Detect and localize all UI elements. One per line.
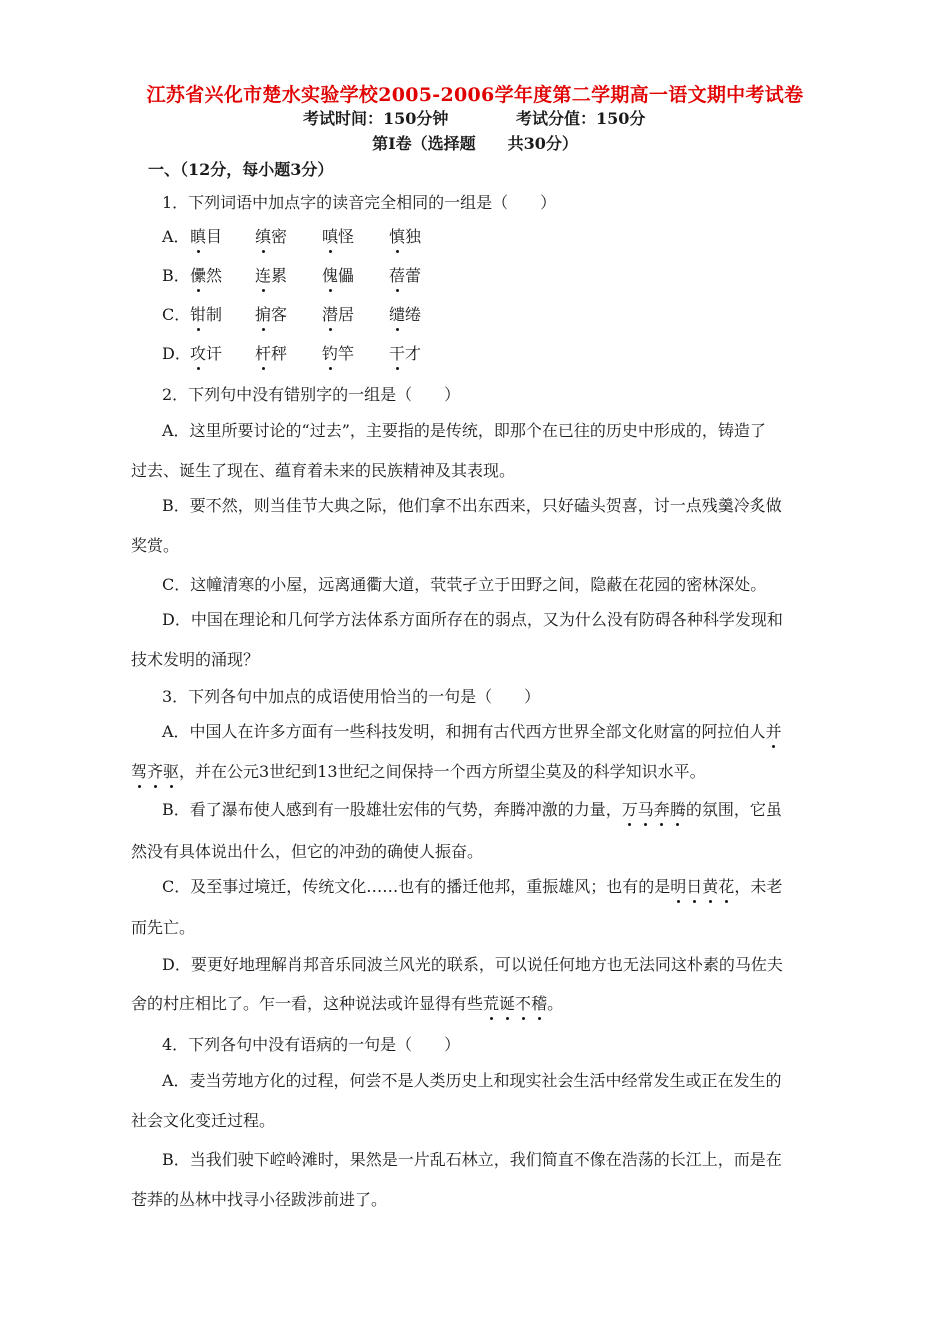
q4-option-a-line1: A．麦当劳地方化的过程，何尝不是人类历史上和现实社会生活中经常发生或正在发生的	[162, 1071, 782, 1090]
q3-option-b-line1	[162, 800, 782, 820]
q3-c-text: C．及至事过境迁，传统文化……也有的播迁他邦，重振雄风；也有的是	[162, 877, 671, 896]
dotted-char: 钓	[322, 344, 339, 363]
q3-b-dotted	[622, 800, 686, 819]
plain-char: 竿	[338, 344, 355, 363]
q1-option-word	[389, 305, 421, 325]
q3-a-dotted-2	[131, 762, 179, 781]
q3-d-text-2: 。	[547, 994, 564, 1013]
q4-option-b-line2: 苍莽的丛林中找寻小径跋涉前进了。	[131, 1190, 388, 1209]
q3-option-c-line1	[162, 877, 782, 897]
dotted-char: 慎	[389, 227, 406, 246]
exam-title: 江苏省兴化市楚水实验学校2005-2006学年度第二学期高一语文期中考试卷	[146, 84, 804, 106]
q3-option-d-line2	[131, 994, 563, 1014]
q2-option-b-line1: B．要不然，则当佳节大典之际，他们拿不出东西来，只好磕头贺喜，讨一点残羹冷炙做	[162, 496, 782, 515]
q3-stem: 3．下列各句中加点的成语使用恰当的一句是（ ）	[162, 687, 541, 706]
dotted-char: 驱	[163, 762, 180, 781]
plain-char: 讦	[206, 344, 223, 363]
plain-char: 然	[206, 266, 223, 285]
q2-option-a-line2: 过去、诞生了现在、蕴育着未来的民族精神及其表现。	[131, 461, 516, 480]
q3-a-text-2: ，并在公元3世纪到13世纪之间保持一个西方所望尘莫及的科学知识水平。	[179, 762, 706, 781]
q3-option-c-line2: 而先亡。	[131, 918, 196, 937]
q3-d-dotted	[483, 994, 547, 1013]
q3-b-text: B．看了瀑布使人感到有一股雄壮宏伟的气势，奔腾冲激的力量，	[162, 800, 622, 819]
plain-char: 绻	[405, 305, 422, 324]
dotted-char: 花	[718, 877, 735, 896]
dotted-char: 稽	[531, 994, 548, 1013]
q2-option-c: C．这幢清寒的小屋，远离通衢大道，茕茕孑立于田野之间，隐蔽在花园的密林深处。	[162, 575, 767, 594]
q4-option-a-line2: 社会文化变迁过程。	[131, 1111, 276, 1130]
dotted-char: 嗔	[322, 227, 339, 246]
q3-option-a-line1	[162, 722, 782, 742]
q3-c-dotted	[670, 877, 734, 896]
q1-option-word	[322, 266, 354, 286]
q1-option-label: C．	[162, 305, 191, 324]
dotted-char: 傀	[322, 266, 339, 285]
dotted-char: 马	[637, 800, 654, 819]
dotted-char: 连	[255, 266, 272, 285]
q1-option-word	[322, 227, 354, 247]
q2-stem: 2．下列句中没有错别字的一组是（ ）	[162, 385, 461, 404]
plain-char: 独	[405, 227, 422, 246]
q3-d-text: 舍的村庄相比了。乍一看，这种说法或许显得有些	[131, 994, 484, 1013]
plain-char: 儡	[338, 266, 355, 285]
plain-char: 才	[405, 344, 422, 363]
q1-option-label: B．	[162, 266, 190, 285]
q3-b-text-2: 的氛围，它虽	[685, 800, 782, 819]
q1-option-word	[322, 305, 354, 325]
dotted-char: 掮	[255, 305, 272, 324]
q1-option-word	[190, 227, 222, 247]
dotted-char: 瞋	[190, 227, 207, 246]
q1-option-word	[389, 266, 421, 286]
q1-option-word	[190, 266, 222, 286]
plain-char: 密	[271, 227, 288, 246]
q4-option-b-line1: B．当我们驶下崆岭滩时，果然是一片乱石林立，我们简直不像在浩荡的长江上，而是在	[162, 1150, 782, 1169]
dotted-char: 蓓	[389, 266, 406, 285]
q1-option-word	[389, 227, 421, 247]
dotted-char: 儽	[190, 266, 207, 285]
dotted-char: 缱	[389, 305, 406, 324]
exam-score: 考试分值：150分	[516, 109, 646, 128]
q1-option-word	[255, 227, 287, 247]
q3-option-d-line1: D．要更好地理解肖邦音乐同波兰风光的联系，可以说任何地方也无法同这朴素的马佐夫	[162, 955, 783, 974]
plain-char: 蕾	[405, 266, 422, 285]
plain-char: 目	[206, 227, 223, 246]
dotted-char: 腾	[669, 800, 686, 819]
dotted-char: 攻	[190, 344, 207, 363]
plain-char: 累	[271, 266, 288, 285]
q3-a-text: A．中国人在许多方面有一些科技发明，和拥有古代西方世界全部文化财富的阿拉伯人	[162, 722, 766, 741]
q2-option-a-line1: A．这里所要讨论的“过去”，主要指的是传统，即那个在已往的历史中形成的，铸造了	[162, 421, 766, 440]
q1-option-word	[389, 344, 421, 364]
exam-time: 考试时间：150分钟	[303, 109, 449, 128]
dotted-char: 万	[621, 800, 638, 819]
plain-char: 客	[271, 305, 288, 324]
q1-option-label: D．	[162, 344, 191, 363]
plain-char: 居	[338, 305, 355, 324]
dotted-char: 干	[389, 344, 406, 363]
volume-heading: 第Ⅰ卷（选择题 共30分）	[372, 134, 578, 153]
dotted-char: 诞	[499, 994, 516, 1013]
dotted-char: 缜	[255, 227, 272, 246]
dotted-char: 不	[515, 994, 532, 1013]
q3-c-text-2: ，未老	[734, 877, 783, 896]
dotted-char: 驾	[131, 762, 148, 781]
plain-char: 制	[206, 305, 223, 324]
plain-char: 怪	[338, 227, 355, 246]
dotted-char: 杆	[255, 344, 272, 363]
q1-option-word	[322, 344, 354, 364]
q1-stem: 1．下列词语中加点字的读音完全相同的一组是（ ）	[162, 193, 557, 212]
q4-stem: 4．下列各句中没有语病的一句是（ ）	[162, 1035, 461, 1054]
q2-option-b-line2: 奖赏。	[131, 536, 180, 555]
q3-a-dotted-1: 并	[765, 722, 782, 741]
q1-option-word	[255, 266, 287, 286]
section-heading: 一、（12分，每小题3分）	[148, 160, 334, 179]
dotted-char: 荒	[483, 994, 500, 1013]
q1-option-label: A．	[162, 227, 190, 246]
q1-option-word	[255, 344, 287, 364]
dotted-char: 黄	[702, 877, 719, 896]
q1-option-word	[255, 305, 287, 325]
q3-option-b-line2: 然没有具体说出什么，但它的冲劲的确使人振奋。	[131, 842, 484, 861]
q2-option-d-line1: D．中国在理论和几何学方法体系方面所存在的弱点，又为什么没有防碍各种科学发现和	[162, 610, 783, 629]
q2-option-d-line2: 技术发明的涌现？	[131, 650, 260, 669]
dotted-char: 齐	[147, 762, 164, 781]
dotted-char: 钳	[190, 305, 207, 324]
q3-option-a-line2	[131, 762, 706, 782]
dotted-char: 奔	[653, 800, 670, 819]
q1-option-word	[190, 344, 222, 364]
dotted-char: 日	[686, 877, 703, 896]
dotted-char: 潜	[322, 305, 339, 324]
dotted-char: 明	[670, 877, 687, 896]
plain-char: 秤	[271, 344, 288, 363]
q1-option-word	[190, 305, 222, 325]
